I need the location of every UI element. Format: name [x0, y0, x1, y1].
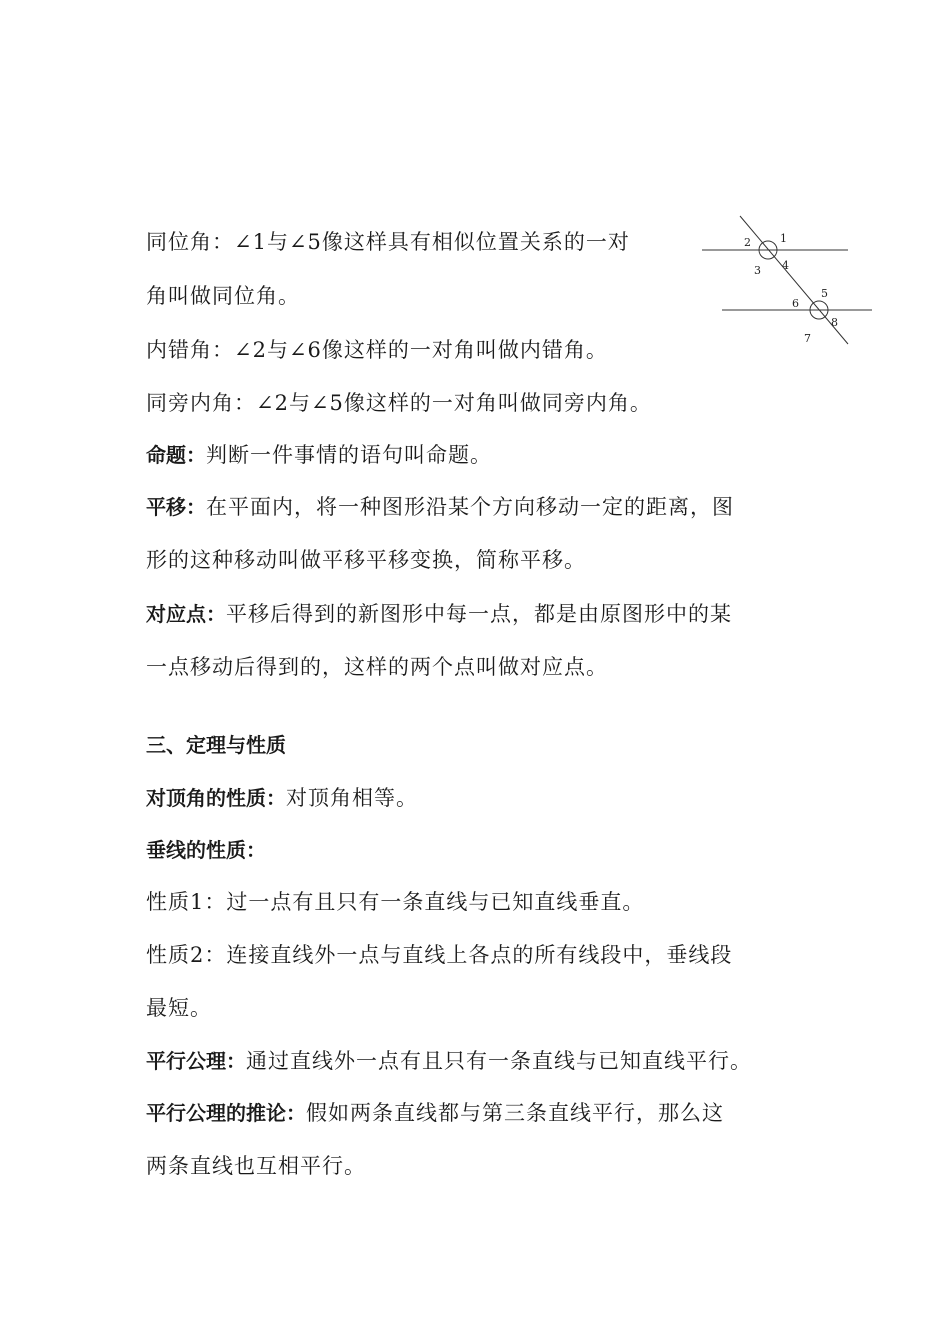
perpendicular-property-heading: [146, 836, 266, 864]
corresponding-angles-line-2: 角叫做同位角。: [146, 284, 300, 308]
section-heading: 三、定理与性质: [146, 733, 286, 757]
perpendicular-term: 垂线的性质：: [146, 838, 266, 862]
vertical-angles-term: 对顶角的性质：: [146, 786, 286, 810]
perpendicular-property-2-line-1: 性质2：连接直线外一点与直线上各点的所有线段中，垂线段: [146, 943, 733, 967]
proposition-term: 命题：: [146, 443, 206, 467]
vertical-angles-text: 对顶角相等。: [286, 786, 418, 810]
perpendicular-property-1: 性质1：过一点有且只有一条直线与已知直线垂直。: [146, 890, 645, 914]
angle-label-7: 7: [804, 332, 811, 345]
parallel-corollary-text: 假如两条直线都与第三条直线平行，那么这: [306, 1101, 724, 1125]
corresponding-angles-line-1: 同位角：∠1与∠5像这样具有相似位置关系的一对: [146, 230, 630, 254]
translation-term: 平移：: [146, 495, 206, 519]
transversal-angle-diagram: [700, 212, 880, 352]
perpendicular-property-2-line-2: 最短。: [146, 996, 212, 1020]
parallel-axiom-term: 平行公理：: [146, 1049, 246, 1073]
same-side-angles-definition: 同旁内角：∠2与∠5像这样的一对角叫做同旁内角。: [146, 391, 652, 415]
translation-definition-line-2: 形的这种移动叫做平移平移变换，简称平移。: [146, 548, 586, 572]
proposition-text: 判断一件事情的语句叫命题。: [206, 443, 492, 467]
corresponding-point-term: 对应点：: [146, 602, 226, 626]
translation-definition-line-1: [146, 493, 734, 521]
angle-label-2: 2: [744, 236, 751, 249]
parallel-corollary-line-2: 两条直线也互相平行。: [146, 1154, 366, 1178]
proposition-definition: [146, 441, 492, 469]
parallel-corollary-term: 平行公理的推论：: [146, 1101, 306, 1125]
parallel-axiom: [146, 1047, 752, 1075]
corresponding-point-text: 平移后得到的新图形中每一点，都是由原图形中的某: [226, 602, 732, 626]
angle-label-1: 1: [780, 232, 787, 245]
angle-label-5: 5: [821, 287, 828, 300]
corresponding-point-line-2: 一点移动后得到的，这样的两个点叫做对应点。: [146, 655, 608, 679]
vertical-angles-property: [146, 784, 418, 812]
angle-label-6: 6: [792, 297, 799, 310]
angle-label-8: 8: [831, 316, 838, 329]
parallel-axiom-text: 通过直线外一点有且只有一条直线与已知直线平行。: [246, 1049, 752, 1073]
translation-text: 在平面内，将一种图形沿某个方向移动一定的距离，图: [206, 495, 734, 519]
angle-label-3: 3: [754, 264, 761, 277]
alternate-angles-definition: 内错角：∠2与∠6像这样的一对角叫做内错角。: [146, 338, 608, 362]
corresponding-point-line-1: [146, 600, 732, 628]
angle-label-4: 4: [782, 259, 789, 272]
parallel-corollary-line-1: [146, 1099, 724, 1127]
